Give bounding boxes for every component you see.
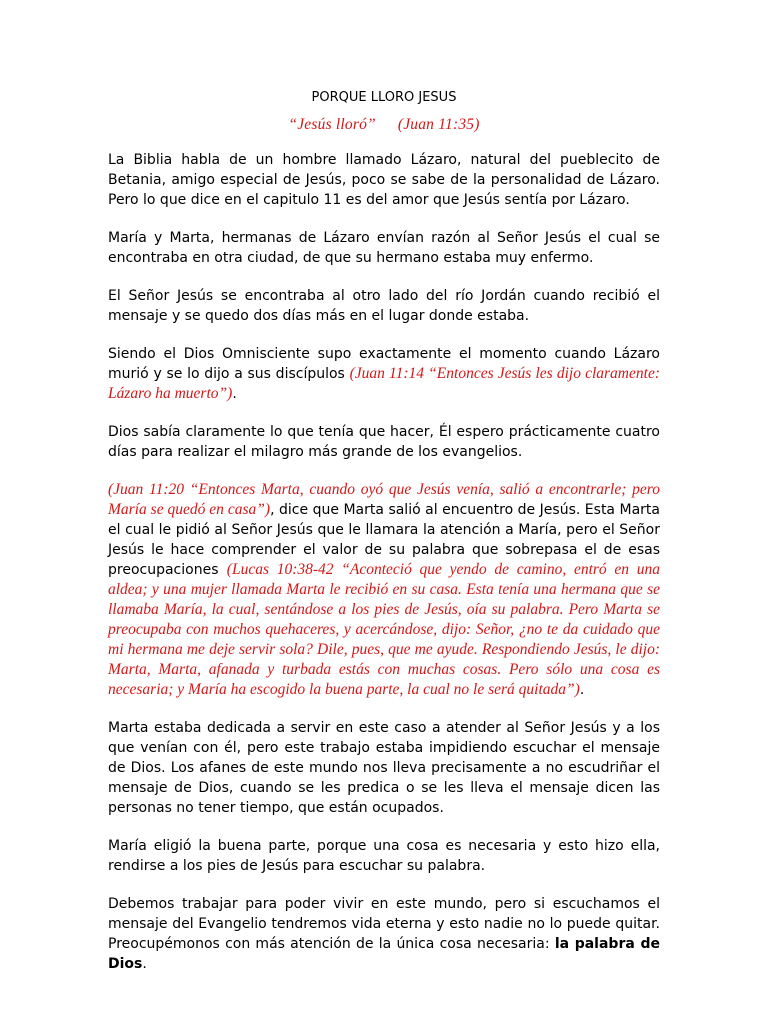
paragraph-4-text: Siendo el Dios Omnisciente supo exactamente el momento cuando Lázaro murió y se lo dijo a sus discípulos [108,346,660,382]
paragraph-1: La Biblia habla de un hombre llamado Lázaro, natural del pueblecito de Betania, amigo especial de Jesús, poco se sabe de la personalidad de Lázaro. Pero lo que dice en el capitulo 11 es del amor que Jesús sentía por Lázaro. [108,152,660,208]
paragraph-9 [108,894,660,974]
scripture-reference-juan-11-20: (Juan 11:20 “Entonces Marta, cuando oyó que Jesús venía, salió a encontrarle; pero María se quedó en casa”) [108,481,660,518]
paragraph-9-end: . [142,956,147,972]
document-subtitle [108,116,660,134]
scripture-reference-juan-11-14: (Juan 11:14 “Entonces Jesús les dijo claramente: Lázaro ha muerto”) [108,365,660,402]
subtitle-reference: (Juan 11:35) [397,116,480,133]
paragraph-9-emphasis: la palabra de Dios [108,936,660,972]
paragraph-2: María y Marta, hermanas de Lázaro envían razón al Señor Jesús el cual se encontraba en otra ciudad, de que su hermano estaba muy enfermo. [108,230,660,266]
paragraph-5: Dios sabía claramente lo que tenía que hacer, Él espero prácticamente cuatro días para realizar el milagro más grande de los evangelios. [108,424,660,460]
subtitle-quote: “Jesús lloró” [288,116,376,133]
paragraph-6 [108,480,660,700]
paragraph-4-end: . [232,386,237,402]
paragraph-6-text: , dice que Marta salió al encuentro de Jesús. Esta Marta el cual le pidió al Señor Jesús que le llamara la atención a María, pero el Señor Jesús le hace comprender el valor de su palabra que sobrepasa el de esas preocupaciones [108,502,660,578]
paragraph-6-end: . [579,682,585,698]
paragraph-9-text: Debemos trabajar para poder vivir en este mundo, pero si escuchamos el mensaje del Evangelio tendremos vida eterna y esto nadie no lo puede quitar. Preocupémonos con más atención de la única cosa necesaria: [108,896,660,952]
paragraph-4 [108,344,660,404]
paragraph-3: El Señor Jesús se encontraba al otro lado del río Jordán cuando recibió el mensaje y se quedo dos días más en el lugar donde estaba. [108,288,660,324]
document-title: PORQUE LLORO JESUS [311,90,457,105]
scripture-reference-lucas-10-38: (Lucas 10:38-42 “Aconteció que yendo de camino, entró en una aldea; y una mujer llamada Marta le recibió en su casa. Esta tenía una hermana que se llamaba María, la cual, sentándose a los pies de Jesús, oía su palabra. Pero Marta se preocupaba con muchos quehaceres, y acercándose, dijo: Señor, ¿no te da cuidado que mi hermana me deje servir sola? Dile, pues, que me ayude. Respondiendo Jesús, le dijo: Marta, Marta, afanada y turbada estás con muchas cosas. Pero sólo una cosa es necesaria; y María ha escogido la buena parte, la cual no le será quitada”) [108,561,660,698]
paragraph-8: María eligió la buena parte, porque una cosa es necesaria y esto hizo ella, rendirse a los pies de Jesús para escuchar su palabra. [108,838,660,874]
paragraph-7: Marta estaba dedicada a servir en este caso a atender al Señor Jesús y a los que venían con él, pero este trabajo estaba impidiendo escuchar el mensaje de Dios. Los afanes de este mundo nos lleva precisamente a no escudriñar el mensaje de Dios, cuando se les predica o se les lleva el mensaje dicen las personas no tener tiempo, que están ocupados. [108,720,660,816]
